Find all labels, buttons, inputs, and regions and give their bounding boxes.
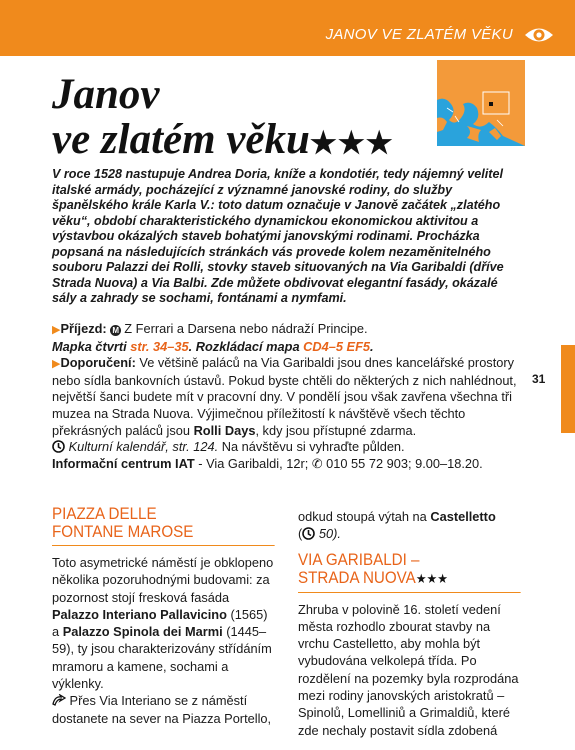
section-heading: PIAZZA DELLE FONTANE MAROSE [52,505,275,546]
section-heading: VIA GARIBALDI – STRADA NUOVA★★★ [298,551,521,593]
section-body: Toto asymetrické náměstí je obklopeno několika pozoruhodnými budovami: za pozornost stojí fresková fasáda Palazzo Interiano Pallavicino (1565) a Palazzo Spinola dei Marmi (1445–59), ty jsou charakterizovány střídáním mramoru a kamene, sochami a výklenky. Přes Via Interiano se z náměstí dostanete na sever na Piazza Portello, [52,555,274,726]
arrival-line: ▶Příjezd: M Z Ferrari a Darsena nebo nádraží Principe. [52,321,368,336]
arrow-marker-icon: ▶ [52,324,61,336]
page-number: 31 [532,372,546,386]
iat-line: Informační centrum IAT - Via Garibaldi, 12r; ✆ 010 55 72 903; 9.00–18.20. [52,455,483,471]
locator-map [437,60,525,146]
see-ref-icon [302,527,315,540]
section-body: Zhruba v polovině 16. století vedení města rozhodlo zbourat stavby na vrchu Castelletto, aby mohla být vybudována velkolepá třída. Po rozdělení na pozemky byla rozprodána mezi rodiny janovských aristokratů – Spinolů, Lomelliniů a Grimaldiů, které zde nechaly postavit sídla zdobená [298,601,519,738]
title-line-1: Janov [52,71,160,118]
section-title: JANOV VE ZLATÉM VĚKU [325,26,513,43]
calendar-ref-icon [52,440,65,453]
page-edge-tab [561,345,575,433]
section-piazza-fontane-marose [52,505,276,727]
intro-paragraph: V roce 1528 nastupuje Andrea Doria, kníže a kondotiér, tedy nájemný velitel italské armády, pocházející z významné janovské rodiny, do služby španělského krále Karla V.: toto datum označuje v Janově začátek „zlatého věku“, období charakteristického dynamickou ekonomickou aktivitou a výstavbou okázalých staveb bohatými janovskými rodinami. Procházka popsaná na následujících stránkách vás provede kolem nezaměnitelného souboru Palazzi dei Rolli, stovky staveb situovaných na Via Garibaldi (dříve Strada Nuova) a Via Balbi. Zde můžete obdivovat elegantní fasády, okázalé sály a zahrady se sochami, fontánami a nymfami. [52,167,504,305]
map-pages-link[interactable]: str. 34–35 [130,338,189,354]
arrow-marker-icon: ▶ [52,358,61,371]
phone-icon: ✆ [311,455,323,471]
rating-stars: ★★★ [309,127,394,160]
recommendation-paragraph: ▶Doporučení: Ve většině paláců na Via Garibaldi jsou dnes kancelářské prostory nebo sídla bankovních ústavů. Pokud byste chtěli do některých z nich nahlédnout, největší šanci budete mít v pracovní dny. V pondělí jsou však zavřena všechna tři muzea na Strada Nuova. Výjimečnou příležitostí k návštěvě všech těchto překrásných paláců jsou Rolli Days, kdy jsou přístupné zdarma. Kulturní kalendář, str. 124. Na návštěvu si vyhraďte půlden. [52,355,517,455]
practical-info [52,321,527,472]
metro-icon: M [110,325,121,336]
eye-icon [523,24,555,46]
section-right-column [298,508,522,739]
fold-map-link[interactable]: CD4–5 EF5 [303,338,370,354]
page-title [52,72,394,166]
walk-direction-icon [52,694,66,707]
continued-text: odkud stoupá výtah na Castelletto ( 50). [298,509,496,542]
section-via-garibaldi [298,551,522,739]
map-refs-line: Mapka čtvrti str. 34–35. Rozkládací mapa CD4–5 EF5. [52,338,374,354]
title-line-2: ve zlatém věku [52,116,310,163]
rating-stars: ★★★ [415,570,448,586]
